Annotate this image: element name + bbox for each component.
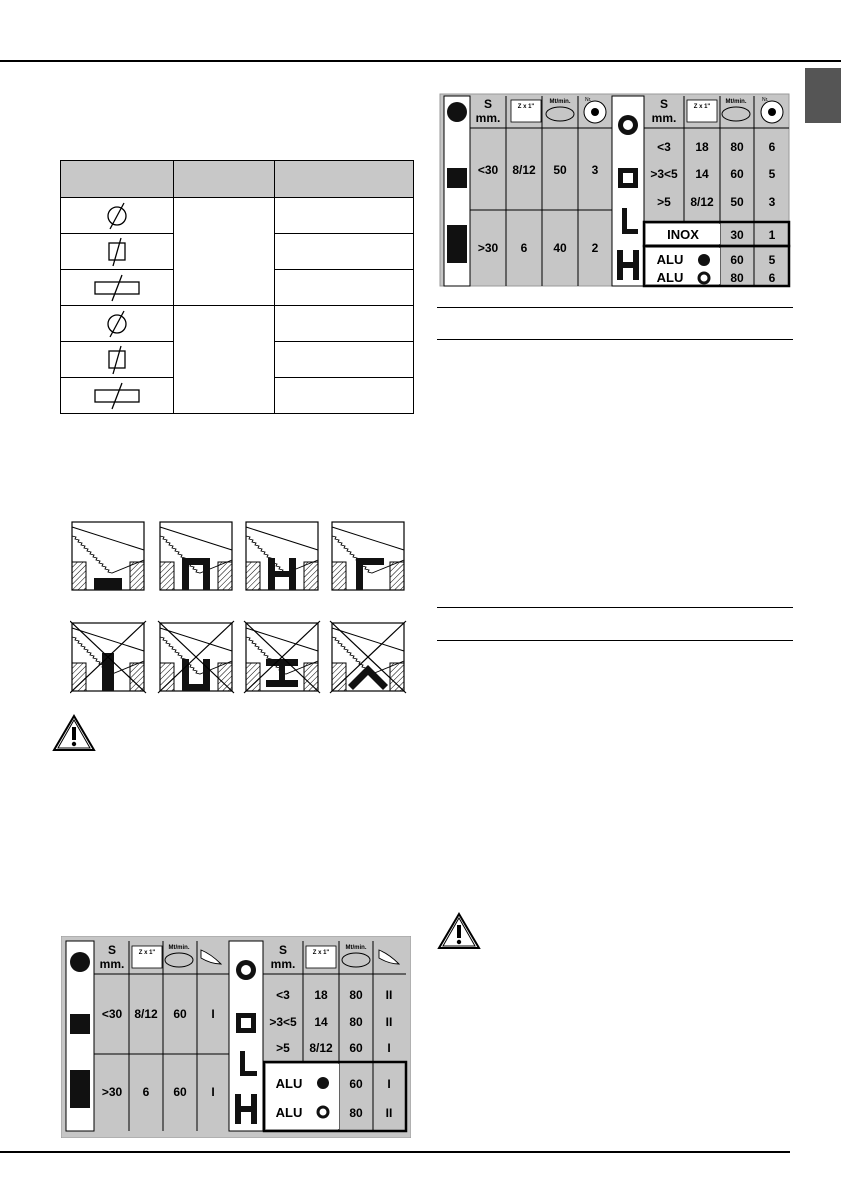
- cell: 6: [142, 1085, 150, 1099]
- cell: I: [387, 1041, 391, 1055]
- warning-icon: [437, 912, 481, 950]
- header-speed: Mt/min.: [168, 945, 190, 951]
- correct-angle-icon: [332, 522, 404, 590]
- cell: <30: [101, 1007, 123, 1021]
- cell: 60: [173, 1007, 187, 1021]
- section-rule: [437, 607, 793, 608]
- square-section-icon: [61, 342, 174, 378]
- cell: 30: [730, 228, 744, 242]
- alu-label: ALU: [656, 252, 684, 267]
- cell: 14: [314, 1015, 328, 1029]
- cell: 14: [695, 167, 709, 181]
- group-cell: [174, 198, 275, 306]
- cell: <3: [657, 140, 671, 154]
- inox-label: INOX: [667, 227, 699, 242]
- header-nr: Nr.: [585, 97, 592, 103]
- cell: 18: [695, 140, 709, 154]
- cell: 8/12: [690, 195, 714, 209]
- header-teeth: Z x 1": [138, 950, 156, 956]
- alu-label: ALU: [656, 270, 684, 285]
- header-rule: [0, 60, 841, 62]
- cell: 5: [768, 167, 776, 181]
- cell: 80: [349, 988, 363, 1002]
- cell: 6: [768, 140, 776, 154]
- header-s: S: [659, 97, 669, 111]
- round-section-icon: [61, 306, 174, 342]
- cell: 3: [768, 195, 776, 209]
- section-rule: [437, 640, 793, 641]
- round-section-icon: [61, 198, 174, 234]
- header-nr: Nr.: [762, 97, 769, 103]
- header-speed: Mt/min.: [549, 99, 571, 105]
- group-cell: [174, 306, 275, 414]
- capacity-table: [60, 160, 414, 414]
- capacity-table-header: [61, 161, 414, 198]
- rect-bar-icon: [70, 1070, 90, 1108]
- header-s: S: [483, 97, 493, 111]
- cell: 8/12: [134, 1007, 158, 1021]
- value-cell: [275, 378, 414, 414]
- cell: 8/12: [512, 163, 536, 177]
- header-mm: mm.: [99, 957, 125, 971]
- table-row: [61, 198, 414, 234]
- cell: 40: [553, 241, 567, 255]
- alu-label: ALU: [275, 1105, 303, 1120]
- header-mm: mm.: [270, 957, 296, 971]
- header-speed: Mt/min.: [725, 99, 747, 105]
- correct-i-beam-icon: [246, 522, 318, 590]
- value-cell: [275, 198, 414, 234]
- header-cell: [275, 161, 414, 198]
- header-teeth: Z x 1": [517, 104, 535, 110]
- cell: 80: [730, 140, 744, 154]
- cell: 50: [730, 195, 744, 209]
- cell: 3: [591, 163, 599, 177]
- round-bar-icon: [70, 952, 90, 972]
- cell: 80: [730, 271, 744, 285]
- cell: 6: [768, 271, 776, 285]
- warning-icon: [52, 714, 96, 752]
- value-cell: [275, 234, 414, 270]
- correct-channel-icon: [160, 522, 232, 590]
- header-s: S: [107, 943, 117, 957]
- cell: II: [385, 988, 393, 1002]
- cell: 5: [768, 253, 776, 267]
- rect-bar-icon: [447, 225, 467, 263]
- cell: 60: [349, 1041, 363, 1055]
- cell: 1: [768, 228, 776, 242]
- cell: I: [211, 1007, 215, 1021]
- cell: 8/12: [309, 1041, 333, 1055]
- value-cell: [275, 306, 414, 342]
- section-rule: [437, 307, 793, 308]
- cell: >30: [101, 1085, 123, 1099]
- cell: >3<5: [269, 1015, 297, 1029]
- header-cell: [174, 161, 275, 198]
- wrong-angle-icon: [330, 621, 406, 693]
- square-bar-icon: [447, 168, 467, 188]
- cell: II: [385, 1015, 393, 1029]
- solid-round-icon: [317, 1077, 329, 1089]
- cell: 60: [730, 253, 744, 267]
- cell: 80: [349, 1106, 363, 1120]
- value-cell: [275, 270, 414, 306]
- footer-rule: [0, 1151, 790, 1153]
- cell: >5: [657, 195, 671, 209]
- cell: 18: [314, 988, 328, 1002]
- value-cell: [275, 342, 414, 378]
- cell: I: [211, 1085, 215, 1099]
- cell: 6: [520, 241, 528, 255]
- wrong-i-beam-icon: [244, 621, 320, 693]
- section-rule: [437, 339, 793, 340]
- header-speed: Mt/min.: [345, 945, 367, 951]
- header-teeth: Z x 1": [312, 950, 330, 956]
- header-mm: mm.: [651, 111, 677, 125]
- square-section-icon: [61, 234, 174, 270]
- speed-panel-bottom: [61, 936, 411, 1138]
- language-tab-notch: [825, 82, 841, 112]
- speed-panel-top: [436, 90, 793, 290]
- header-s: S: [278, 943, 288, 957]
- header-teeth: Z x 1": [693, 104, 711, 110]
- table-row: [61, 306, 414, 342]
- cell: >30: [477, 241, 499, 255]
- cell: 60: [730, 167, 744, 181]
- cell: I: [387, 1077, 391, 1091]
- cell: <30: [477, 163, 499, 177]
- cell: 60: [173, 1085, 187, 1099]
- alu-label: ALU: [275, 1076, 303, 1091]
- cell: 60: [349, 1077, 363, 1091]
- header-mm: mm.: [475, 111, 501, 125]
- rectangle-section-icon: [61, 270, 174, 306]
- rectangle-section-icon: [61, 378, 174, 414]
- solid-round-icon: [698, 254, 710, 266]
- correct-flat-bar-icon: [72, 522, 144, 590]
- cell: >5: [276, 1041, 290, 1055]
- cell: 80: [349, 1015, 363, 1029]
- cell: 2: [591, 241, 599, 255]
- cell: 50: [553, 163, 567, 177]
- wrong-channel-icon: [158, 621, 234, 693]
- cell: <3: [276, 988, 290, 1002]
- cell: >3<5: [650, 167, 678, 181]
- round-bar-icon: [447, 102, 467, 122]
- square-bar-icon: [70, 1014, 90, 1034]
- cell: II: [385, 1106, 393, 1120]
- clamping-diagrams: [70, 520, 410, 695]
- header-cell: [61, 161, 174, 198]
- wrong-flat-bar-icon: [70, 621, 146, 693]
